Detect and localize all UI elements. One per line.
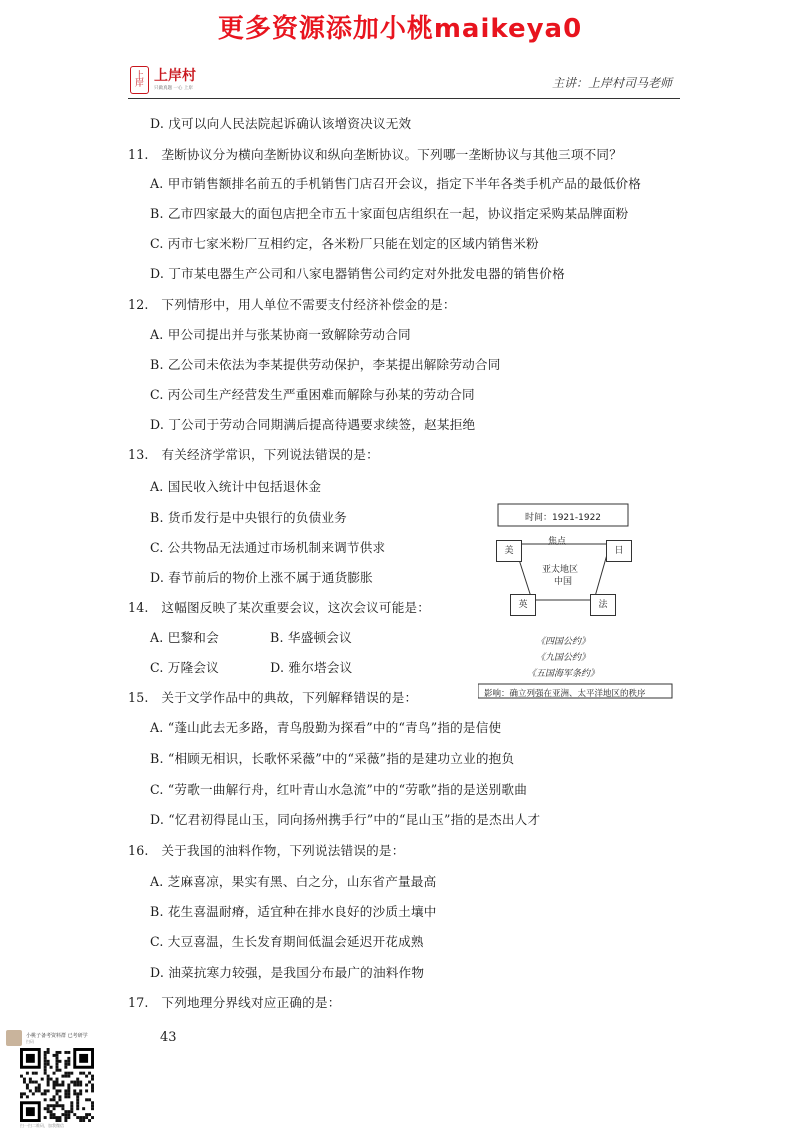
promo-banner: 更多资源添加小桃maikeya0: [217, 14, 583, 44]
logo-slogan: 只做真题 一心 上岸: [154, 84, 193, 91]
answer-option: C. “劳歌一曲解行舟，红叶青山水急流”中的“劳歌”指的是送别歌曲: [150, 782, 527, 797]
qr-caption: 小桃子备考资料群 已考研学: [26, 1033, 88, 1039]
answer-option: C. 丙市七家米粉厂互相约定，各米粉厂只能在划定的区域内销售米粉: [150, 236, 539, 251]
qr-code-icon: [20, 1048, 94, 1122]
answer-option: D. 春节前后的物价上涨不属于通货膨胀: [150, 570, 373, 585]
answer-option: A. 甲公司提出并与张某协商一致解除劳动合同: [150, 327, 411, 342]
logo-mark-icon: [130, 66, 149, 94]
answer-option: B. 乙市四家最大的面包店把全市五十家面包店组织在一起，协议指定采购某品牌面粉: [150, 206, 629, 221]
answer-option: C. 丙公司生产经营发生严重困难而解除与孙某的劳动合同: [150, 387, 475, 402]
question-stem: 11. 垄断协议分为横向垄断协议和纵向垄断协议。下列哪一垄断协议与其他三项不同？: [128, 147, 622, 162]
question-stem: 13. 有关经济学常识，下列说法错误的是：: [128, 447, 379, 462]
logo-mark-text: 上岸: [134, 71, 144, 89]
diagram-region: 亚太地区: [542, 565, 579, 575]
answer-option: A. 巴黎和会 B. 华盛顿会议: [150, 630, 352, 645]
answer-option: A. “蓬山此去无多路，青鸟殷勤为探看”中的“青鸟”指的是信使: [150, 720, 502, 735]
answer-option: B. “相顾无相识，长歌怀采薇”中的“采薇”指的是建功立业的抱负: [150, 751, 515, 766]
answer-option: D. 丁市某电器生产公司和八家电器销售公司约定对外批发电器的销售价格: [150, 266, 565, 281]
avatar: [6, 1030, 22, 1046]
diagram-focus: 焦点: [548, 537, 567, 547]
diagram-us-box: 美: [496, 540, 522, 562]
answer-option: B. 乙公司未依法为李某提供劳动保护，李某提出解除劳动合同: [150, 357, 501, 372]
diagram-treaty-3: 《五国海军条约》: [526, 669, 599, 679]
question-stem: 16. 关于我国的油料作物，下列说法错误的是：: [128, 843, 405, 858]
diagram-impact: 影响：确立列强在亚洲、太平洋地区的秩序: [484, 689, 646, 699]
diagram-jp-box: 日: [606, 540, 632, 562]
question-stem: 12. 下列情形中，用人单位不需要支付经济补偿金的是：: [128, 297, 456, 312]
qr-code-block: [6, 1030, 116, 1130]
lecturer-label: 主讲：上岸村司马老师: [551, 76, 672, 90]
logo-name: 上岸村: [154, 67, 196, 84]
answer-option: B. 花生喜温耐瘠，适宜种在排水良好的沙质土壤中: [150, 904, 437, 919]
question-stem: 14. 这幅图反映了某次重要会议，这次会议可能是：: [128, 600, 431, 615]
conference-diagram: [478, 496, 678, 708]
answer-option: A. 国民收入统计中包括退休金: [150, 479, 322, 494]
qr-sub: 扫码: [26, 1039, 34, 1044]
header-divider: [128, 98, 680, 99]
answer-option: B. 货币发行是中央银行的负债业务: [150, 510, 347, 525]
diagram-region2: 中国: [554, 577, 573, 587]
answer-option: A. 甲市销售额排名前五的手机销售门店召开会议，指定下半年各类手机产品的最低价格: [150, 176, 642, 191]
diagram-treaty-1: 《四国公约》: [535, 637, 590, 647]
diagram-uk-box: 英: [510, 594, 536, 616]
answer-option: D. “忆君初得昆山玉，同向扬州携手行”中的“昆山玉”指的是杰出人才: [150, 812, 541, 827]
page-number: 43: [160, 1030, 177, 1045]
diagram-time: 时间：1921-1922: [524, 513, 602, 523]
answer-option: D. 戊可以向人民法院起诉确认该增资决议无效: [150, 116, 412, 131]
answer-option: D. 丁公司于劳动合同期满后提高待遇要求续签，赵某拒绝: [150, 417, 476, 432]
diagram-fr-box: 法: [590, 594, 616, 616]
answer-option: D. 油菜抗寒力较强，是我国分布最广的油料作物: [150, 965, 425, 980]
question-stem: 17. 下列地理分界线对应正确的是：: [128, 995, 341, 1010]
answer-option: C. 大豆喜温，生长发育期间低温会延迟开花成熟: [150, 934, 424, 949]
answer-option: C. 万隆会议 D. 雅尔塔会议: [150, 660, 353, 675]
diagram-treaty-2: 《九国公约》: [535, 653, 590, 663]
brand-logo: [130, 66, 197, 94]
answer-option: A. 芝麻喜凉，果实有黑、白之分，山东省产量最高: [150, 874, 437, 889]
qr-footer: 扫一扫二维码，加我微信: [20, 1123, 64, 1128]
question-stem: 15. 关于文学作品中的典故，下列解释错误的是：: [128, 690, 418, 705]
answer-option: C. 公共物品无法通过市场机制来调节供求: [150, 540, 386, 555]
